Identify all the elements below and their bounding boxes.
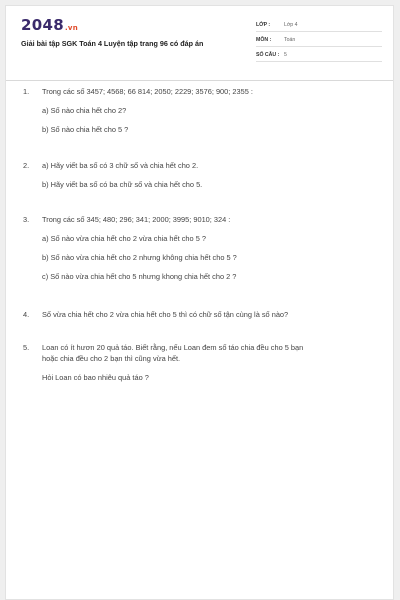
page-title: Giải bài tập SGK Toán 4 Luyện tập trang 96 có đáp án: [21, 39, 204, 48]
worksheet-page: [5, 5, 394, 600]
question-text: Số vừa chia hết cho 2 vừa chia hết cho 5 thì có chữ số tận cùng là số nào?: [42, 310, 289, 319]
question-text: Trong các số 3457; 4568; 66 814; 2050; 2229; 3576; 900; 2355 :: [42, 87, 253, 96]
meta-row-count: [256, 48, 382, 62]
worksheet-header: [6, 6, 393, 81]
question-text: b) Số nào chia hết cho 5 ?: [42, 125, 129, 134]
question-number: 5.: [23, 343, 30, 352]
question-text: a) Số nào vừa chia hết cho 2 vừa chia hết cho 5 ?: [42, 234, 206, 243]
meta-value: Toán: [284, 36, 296, 43]
question-text: Trong các số 345; 480; 296; 341; 2000; 3995; 9010; 324 :: [42, 215, 231, 224]
question-number: 2.: [23, 161, 30, 170]
question-text: a) Số nào chia hết cho 2?: [42, 106, 127, 115]
question-item: [23, 214, 383, 290]
question-item: [23, 342, 383, 391]
question-number: 1.: [23, 87, 30, 96]
question-number: 4.: [23, 310, 30, 319]
meta-info: [256, 18, 382, 63]
question-text: b) Hãy viết ba số có ba chữ số và chia hết cho 5.: [42, 180, 203, 189]
meta-label: MÔN :: [256, 36, 272, 43]
question-item: [23, 309, 383, 328]
question-item: [23, 86, 383, 143]
question-text: c) Số nào vừa chia hết cho 5 nhưng khong chia hết cho 2 ?: [42, 272, 237, 281]
meta-value: Lớp 4: [284, 21, 298, 28]
meta-row-subject: [256, 33, 382, 47]
question-text: a) Hãy viết ba số có 3 chữ số và chia hết cho 2.: [42, 161, 199, 170]
question-text: b) Số nào vừa chia hết cho 2 nhưng không chia hết cho 5 ?: [42, 253, 237, 262]
question-text: Hỏi Loan có bao nhiêu quả táo ?: [42, 373, 149, 382]
meta-value: 5: [284, 51, 287, 58]
logo-text: 2048: [21, 16, 64, 34]
meta-row-grade: [256, 18, 382, 32]
question-item: [23, 160, 383, 198]
meta-label: SỐ CÂU :: [256, 51, 280, 58]
question-text: hoặc chia đều cho 2 bạn thì cũng vừa hết.: [42, 354, 181, 363]
meta-label: LỚP :: [256, 21, 271, 28]
question-number: 3.: [23, 215, 30, 224]
site-logo[interactable]: [21, 16, 78, 34]
logo-suffix: .vn: [64, 24, 79, 32]
question-text: Loan có ít hươn 20 quả táo. Biết rằng, nếu Loan đem số táo chia đều cho 5 bạn: [42, 343, 304, 352]
